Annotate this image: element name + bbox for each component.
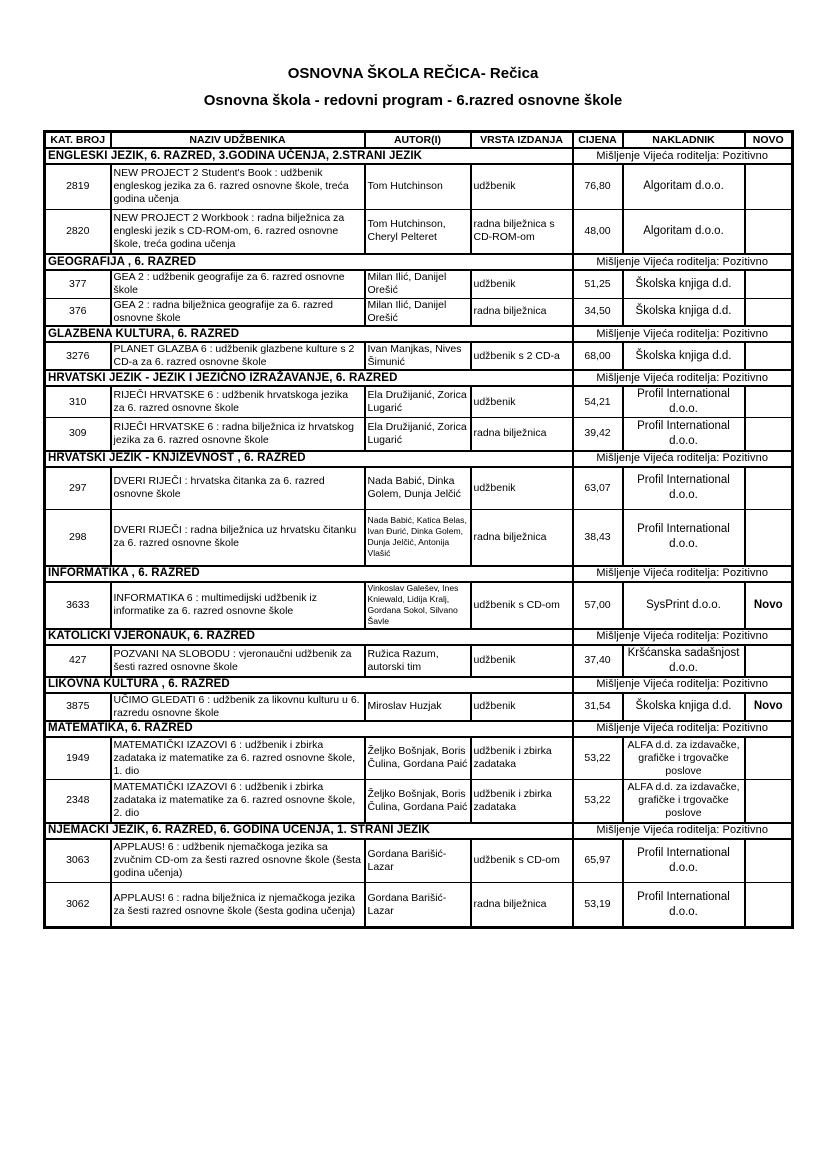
price-cell: 39,42 bbox=[573, 418, 623, 451]
price-cell: 63,07 bbox=[573, 467, 623, 510]
table-row bbox=[45, 645, 793, 677]
publisher-cell: Školska knjiga d.d. bbox=[623, 693, 745, 721]
catalog-number-cell: 3633 bbox=[45, 582, 111, 629]
authors-cell: Tom Hutchinson, Cheryl Pelteret bbox=[365, 209, 471, 254]
edition-type-cell: radna bilježnica bbox=[471, 418, 573, 451]
price-cell: 38,43 bbox=[573, 510, 623, 566]
publisher-cell: Profil International d.o.o. bbox=[623, 510, 745, 566]
textbook-title-cell: MATEMATIČKI IZAZOVI 6 : udžbenik i zbirka zadataka iz matematike za 6. razred osnovne škole, 1. dio bbox=[111, 737, 365, 780]
catalog-number-cell: 2348 bbox=[45, 780, 111, 823]
edition-type-cell: udžbenik bbox=[471, 164, 573, 209]
parent-council-opinion: Mišljenje Vijeća roditelja: Pozitivno bbox=[573, 148, 793, 164]
section-header-row bbox=[45, 254, 793, 270]
price-cell: 31,54 bbox=[573, 693, 623, 721]
col-header-kat-broj: KAT. BROJ bbox=[45, 132, 111, 149]
catalog-number-cell: 1949 bbox=[45, 737, 111, 780]
section-title: KATOLIČKI VJERONAUK, 6. RAZRED bbox=[45, 629, 573, 645]
page-title: OSNOVNA ŠKOLA REČICA- Rečica bbox=[287, 65, 539, 82]
table-row bbox=[45, 737, 793, 780]
edition-type-cell: udžbenik s CD-om bbox=[471, 839, 573, 883]
edition-type-cell: udžbenik i zbirka zadataka bbox=[471, 737, 573, 780]
parent-council-opinion: Mišljenje Vijeća roditelja: Pozitivno bbox=[573, 326, 793, 342]
page-subtitle: Osnovna škola - redovni program - 6.razred osnovne škole bbox=[203, 92, 623, 109]
parent-council-opinion: Mišljenje Vijeća roditelja: Pozitivno bbox=[573, 566, 793, 582]
textbook-title-cell: UČIMO GLEDATI 6 : udžbenik za likovnu kulturu u 6. razredu osnovne škole bbox=[111, 693, 365, 721]
section-title: GEOGRAFIJA , 6. RAZRED bbox=[45, 254, 573, 270]
textbook-title-cell: DVERI RIJEČI : radna bilježnica uz hrvatsku čitanku za 6. razred osnovne škole bbox=[111, 510, 365, 566]
price-cell: 34,50 bbox=[573, 298, 623, 326]
table-row bbox=[45, 270, 793, 298]
table-row bbox=[45, 342, 793, 370]
new-badge-cell bbox=[745, 737, 793, 780]
publisher-cell: SysPrint d.o.o. bbox=[623, 582, 745, 629]
price-cell: 76,80 bbox=[573, 164, 623, 209]
table-row bbox=[45, 467, 793, 510]
price-cell: 57,00 bbox=[573, 582, 623, 629]
catalog-number-cell: 427 bbox=[45, 645, 111, 677]
price-cell: 54,21 bbox=[573, 386, 623, 418]
textbook-title-cell: PLANET GLAZBA 6 : udžbenik glazbene kulture s 2 CD-a za 6. razred osnovne škole bbox=[111, 342, 365, 370]
new-badge-cell bbox=[745, 164, 793, 209]
publisher-cell: Algoritam d.o.o. bbox=[623, 209, 745, 254]
authors-cell: Milan Ilić, Danijel Orešić bbox=[365, 298, 471, 326]
table-row bbox=[45, 582, 793, 629]
new-badge-cell bbox=[745, 839, 793, 883]
section-title: NJEMAČKI JEZIK, 6. RAZRED, 6. GODINA UČENJA, 1. STRANI JEZIK bbox=[45, 823, 573, 839]
edition-type-cell: radna bilježnica s CD-ROM-om bbox=[471, 209, 573, 254]
publisher-cell: Profil International d.o.o. bbox=[623, 883, 745, 928]
catalog-number-cell: 3276 bbox=[45, 342, 111, 370]
publisher-cell: Profil International d.o.o. bbox=[623, 839, 745, 883]
section-title: ENGLESKI JEZIK, 6. RAZRED, 3.GODINA UČENJA, 2.STRANI JEZIK bbox=[45, 148, 573, 164]
section-title: LIKOVNA KULTURA , 6. RAZRED bbox=[45, 677, 573, 693]
authors-cell: Gordana Barišić-Lazar bbox=[365, 839, 471, 883]
authors-cell: Željko Bošnjak, Boris Čulina, Gordana Paić bbox=[365, 780, 471, 823]
edition-type-cell: udžbenik bbox=[471, 386, 573, 418]
table-body bbox=[45, 148, 793, 928]
new-badge-cell bbox=[745, 418, 793, 451]
new-badge-cell bbox=[745, 342, 793, 370]
textbook-title-cell: INFORMATIKA 6 : multimedijski udžbenik iz informatike za 6. razred osnovne škole bbox=[111, 582, 365, 629]
catalog-number-cell: 297 bbox=[45, 467, 111, 510]
table-row bbox=[45, 883, 793, 928]
col-header-autor: AUTOR(I) bbox=[365, 132, 471, 149]
table-header-row bbox=[45, 132, 793, 149]
section-title: HRVATSKI JEZIK - JEZIK I JEZIČNO IZRAŽAVANJE, 6. RAZRED bbox=[45, 370, 573, 386]
authors-cell: Ela Družijanić, Zorica Lugarić bbox=[365, 386, 471, 418]
publisher-cell: Profil International d.o.o. bbox=[623, 418, 745, 451]
catalog-number-cell: 377 bbox=[45, 270, 111, 298]
col-header-cijena: CIJENA bbox=[573, 132, 623, 149]
authors-cell: Gordana Barišić-Lazar bbox=[365, 883, 471, 928]
table-row bbox=[45, 780, 793, 823]
authors-cell: Tom Hutchinson bbox=[365, 164, 471, 209]
edition-type-cell: udžbenik s 2 CD-a bbox=[471, 342, 573, 370]
new-badge-cell bbox=[745, 883, 793, 928]
textbook-title-cell: DVERI RIJEČI : hrvatska čitanka za 6. razred osnovne škole bbox=[111, 467, 365, 510]
new-badge-cell bbox=[745, 510, 793, 566]
publisher-cell: Kršćanska sadašnjost d.o.o. bbox=[623, 645, 745, 677]
textbook-title-cell: POZVANI NA SLOBODU : vjeronaučni udžbenik za šesti razred osnovne škole bbox=[111, 645, 365, 677]
catalog-number-cell: 309 bbox=[45, 418, 111, 451]
new-badge-cell: Novo bbox=[745, 693, 793, 721]
price-cell: 53,22 bbox=[573, 737, 623, 780]
section-title: GLAZBENA KULTURA, 6. RAZRED bbox=[45, 326, 573, 342]
authors-cell: Ela Družijanić, Zorica Lugarić bbox=[365, 418, 471, 451]
textbook-title-cell: MATEMATIČKI IZAZOVI 6 : udžbenik i zbirka zadataka iz matematike za 6. razred osnovne škole, 2. dio bbox=[111, 780, 365, 823]
table-row bbox=[45, 693, 793, 721]
section-header-row bbox=[45, 566, 793, 582]
catalog-number-cell: 376 bbox=[45, 298, 111, 326]
catalog-number-cell: 2819 bbox=[45, 164, 111, 209]
new-badge-cell bbox=[745, 209, 793, 254]
new-badge-cell bbox=[745, 645, 793, 677]
textbook-title-cell: APPLAUS! 6 : udžbenik njemačkoga jezika sa zvučnim CD-om za šesti razred osnovne škole (šesta godina učenja) bbox=[111, 839, 365, 883]
table-row bbox=[45, 386, 793, 418]
textbook-title-cell: NEW PROJECT 2 Student's Book : udžbenik engleskog jezika za 6. razred osnovne škole, treća godina učenja bbox=[111, 164, 365, 209]
publisher-cell: ALFA d.d. za izdavačke, grafičke i trgovačke poslove bbox=[623, 737, 745, 780]
publisher-cell: Profil International d.o.o. bbox=[623, 386, 745, 418]
catalog-number-cell: 3063 bbox=[45, 839, 111, 883]
new-badge-cell bbox=[745, 467, 793, 510]
section-header-row bbox=[45, 721, 793, 737]
table-row bbox=[45, 298, 793, 326]
section-title: HRVATSKI JEZIK - KNJIŽEVNOST , 6. RAZRED bbox=[45, 451, 573, 467]
authors-cell: Vinkoslav Galešev, Ines Kniewald, Lidija Kralj, Gordana Sokol, Silvano Šavle bbox=[365, 582, 471, 629]
parent-council-opinion: Mišljenje Vijeća roditelja: Pozitivno bbox=[573, 629, 793, 645]
authors-cell: Nada Babić, Dinka Golem, Dunja Jelčić bbox=[365, 467, 471, 510]
new-badge-cell bbox=[745, 270, 793, 298]
publisher-cell: Školska knjiga d.d. bbox=[623, 342, 745, 370]
section-title: INFORMATIKA , 6. RAZRED bbox=[45, 566, 573, 582]
authors-cell: Ivan Manjkas, Nives Šimunić bbox=[365, 342, 471, 370]
col-header-vrsta: VRSTA IZDANJA bbox=[471, 132, 573, 149]
textbook-title-cell: APPLAUS! 6 : radna bilježnica iz njemačkoga jezika za šesti razred osnovne škole (šesta godina učenja) bbox=[111, 883, 365, 928]
section-header-row bbox=[45, 823, 793, 839]
section-title: MATEMATIKA, 6. RAZRED bbox=[45, 721, 573, 737]
new-badge-cell bbox=[745, 386, 793, 418]
parent-council-opinion: Mišljenje Vijeća roditelja: Pozitivno bbox=[573, 823, 793, 839]
table-row bbox=[45, 164, 793, 209]
new-badge-cell: Novo bbox=[745, 582, 793, 629]
price-cell: 37,40 bbox=[573, 645, 623, 677]
edition-type-cell: udžbenik s CD-om bbox=[471, 582, 573, 629]
authors-cell: Milan Ilić, Danijel Orešić bbox=[365, 270, 471, 298]
section-header-row bbox=[45, 148, 793, 164]
parent-council-opinion: Mišljenje Vijeća roditelja: Pozitivno bbox=[573, 254, 793, 270]
authors-cell: Ružica Razum, autorski tim bbox=[365, 645, 471, 677]
textbook-title-cell: GEA 2 : radna bilježnica geografije za 6. razred osnovne škole bbox=[111, 298, 365, 326]
price-cell: 51,25 bbox=[573, 270, 623, 298]
catalog-number-cell: 3875 bbox=[45, 693, 111, 721]
table-row bbox=[45, 418, 793, 451]
edition-type-cell: radna bilježnica bbox=[471, 883, 573, 928]
edition-type-cell: udžbenik bbox=[471, 270, 573, 298]
catalog-number-cell: 298 bbox=[45, 510, 111, 566]
catalog-number-cell: 310 bbox=[45, 386, 111, 418]
edition-type-cell: udžbenik bbox=[471, 467, 573, 510]
publisher-cell: Algoritam d.o.o. bbox=[623, 164, 745, 209]
section-header-row bbox=[45, 677, 793, 693]
edition-type-cell: udžbenik bbox=[471, 645, 573, 677]
parent-council-opinion: Mišljenje Vijeća roditelja: Pozitivno bbox=[573, 370, 793, 386]
price-cell: 68,00 bbox=[573, 342, 623, 370]
publisher-cell: Školska knjiga d.d. bbox=[623, 270, 745, 298]
price-cell: 53,19 bbox=[573, 883, 623, 928]
col-header-novo: NOVO bbox=[745, 132, 793, 149]
price-cell: 65,97 bbox=[573, 839, 623, 883]
section-header-row bbox=[45, 326, 793, 342]
section-header-row bbox=[45, 451, 793, 467]
section-header-row bbox=[45, 370, 793, 386]
parent-council-opinion: Mišljenje Vijeća roditelja: Pozitivno bbox=[573, 721, 793, 737]
edition-type-cell: udžbenik bbox=[471, 693, 573, 721]
publisher-cell: ALFA d.d. za izdavačke, grafičke i trgovačke poslove bbox=[623, 780, 745, 823]
authors-cell: Željko Bošnjak, Boris Čulina, Gordana Paić bbox=[365, 737, 471, 780]
textbook-title-cell: NEW PROJECT 2 Workbook : radna bilježnica za engleski jezik s CD-ROM-om, 6. razred osnovne škole, treća godina učenja bbox=[111, 209, 365, 254]
price-cell: 53,22 bbox=[573, 780, 623, 823]
textbook-title-cell: RIJEČI HRVATSKE 6 : radna bilježnica iz hrvatskog jezika za 6. razred osnovne škole bbox=[111, 418, 365, 451]
textbook-title-cell: RIJEČI HRVATSKE 6 : udžbenik hrvatskoga jezika za 6. razred osnovne škole bbox=[111, 386, 365, 418]
parent-council-opinion: Mišljenje Vijeća roditelja: Pozitivno bbox=[573, 677, 793, 693]
table-row bbox=[45, 510, 793, 566]
col-header-nakladnik: NAKLADNIK bbox=[623, 132, 745, 149]
col-header-naziv: NAZIV UDŽBENIKA bbox=[111, 132, 365, 149]
edition-type-cell: radna bilježnica bbox=[471, 510, 573, 566]
textbook-table bbox=[43, 130, 794, 929]
edition-type-cell: udžbenik i zbirka zadataka bbox=[471, 780, 573, 823]
parent-council-opinion: Mišljenje Vijeća roditelja: Pozitivno bbox=[573, 451, 793, 467]
authors-cell: Miroslav Huzjak bbox=[365, 693, 471, 721]
table-row bbox=[45, 839, 793, 883]
edition-type-cell: radna bilježnica bbox=[471, 298, 573, 326]
new-badge-cell bbox=[745, 780, 793, 823]
publisher-cell: Profil International d.o.o. bbox=[623, 467, 745, 510]
textbook-title-cell: GEA 2 : udžbenik geografije za 6. razred osnovne škole bbox=[111, 270, 365, 298]
table-row bbox=[45, 209, 793, 254]
section-header-row bbox=[45, 629, 793, 645]
publisher-cell: Školska knjiga d.d. bbox=[623, 298, 745, 326]
authors-cell: Nada Babić, Katica Belas, Ivan Đurić, Dinka Golem, Dunja Jelčić, Antonija Vlašić bbox=[365, 510, 471, 566]
catalog-number-cell: 3062 bbox=[45, 883, 111, 928]
price-cell: 48,00 bbox=[573, 209, 623, 254]
new-badge-cell bbox=[745, 298, 793, 326]
catalog-number-cell: 2820 bbox=[45, 209, 111, 254]
